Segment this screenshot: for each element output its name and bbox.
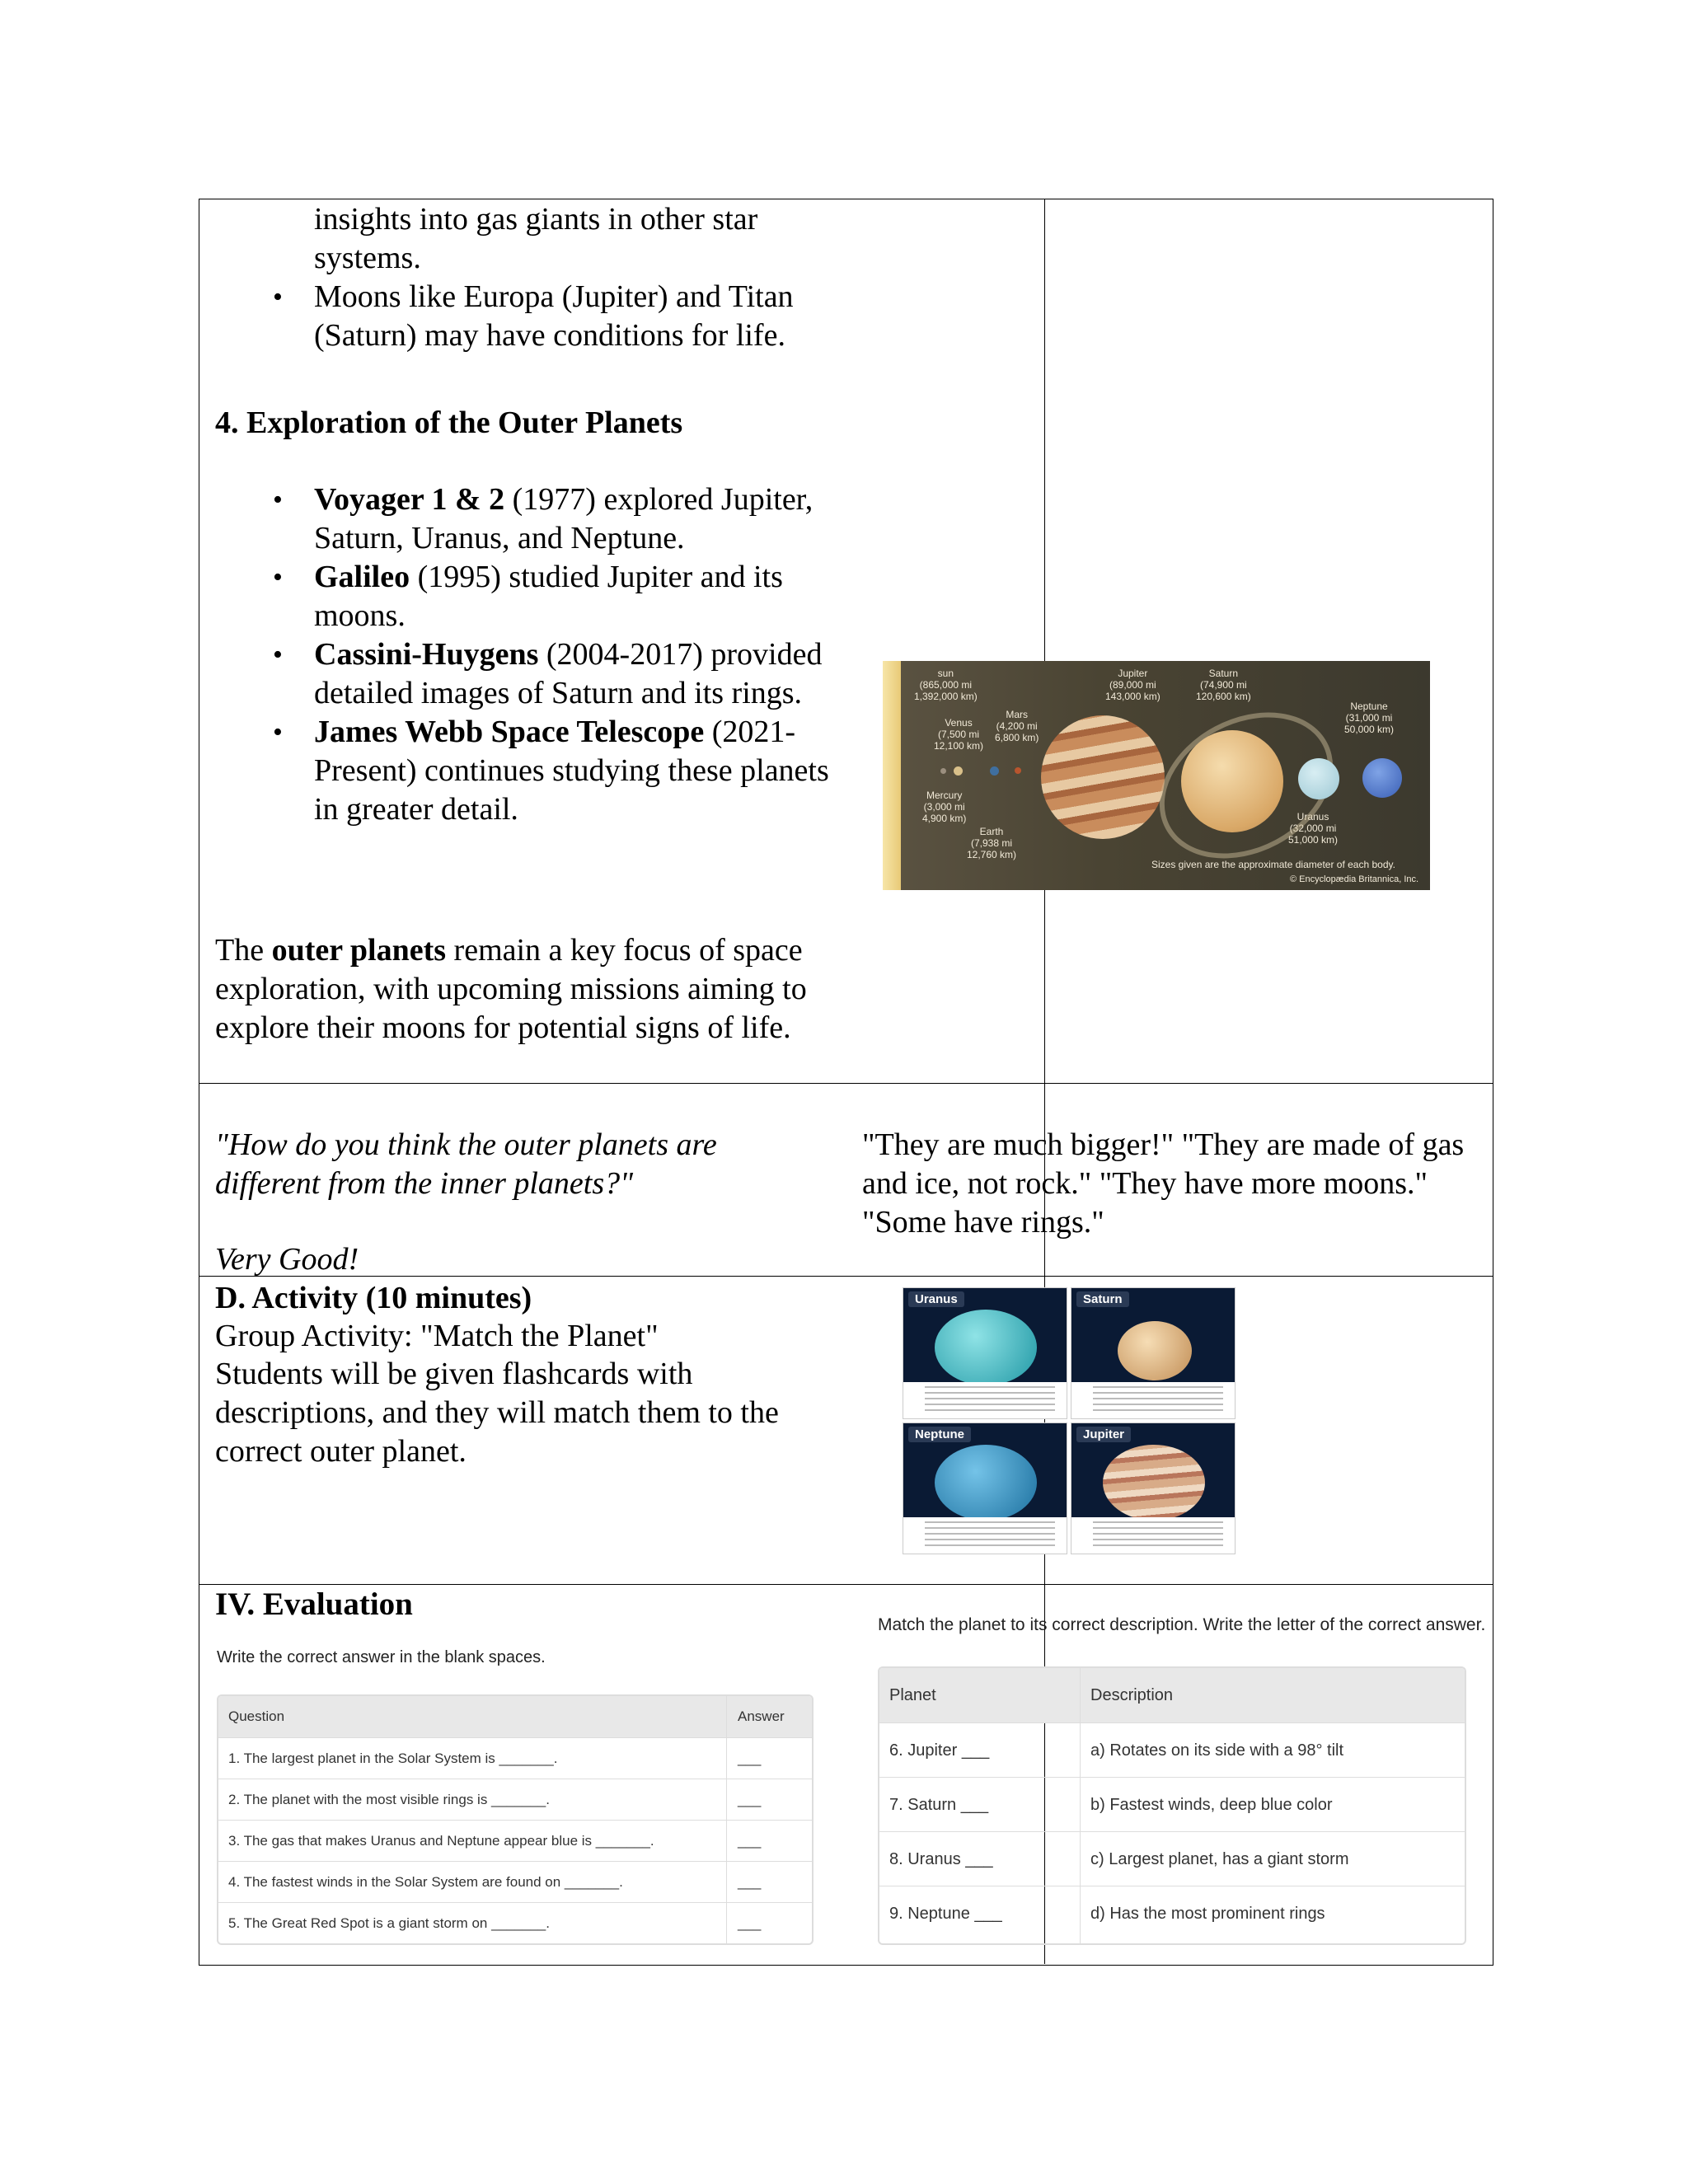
list-item: • James Webb Space Telescope (2021-Present) continues studying these planets in greater detail. (215, 713, 842, 829)
list-item: • Galileo (1995) studied Jupiter and its moons. (215, 558, 842, 635)
venus-planet (954, 766, 963, 776)
activity-body: Students will be given flashcards with descriptions, and they will match them to the correct outer planet. (215, 1357, 779, 1469)
solar-system-figure (883, 661, 1430, 890)
evaluation-heading: IV. Evaluation (215, 1586, 413, 1622)
section4-summary: The outer planets remain a key focus of space exploration, with upcoming missions aiming to explore their moons for potential signs of life. (215, 933, 807, 1045)
column-header-question: Question (228, 1708, 285, 1724)
planet-flashcards (903, 1287, 1242, 1559)
discussion-question: "How do you think the outer planets are different from the inner planets?" (215, 1127, 717, 1201)
list-item: • Voyager 1 & 2 (1977) explored Jupiter, Saturn, Uranus, and Neptune. (215, 480, 842, 558)
text-line: insights into gas giants in other star (314, 202, 758, 237)
flashcard-uranus (903, 1287, 1067, 1419)
flashcard-title: Neptune (908, 1427, 971, 1442)
label-jupiter: Jupiter (89,000 mi 143,000 km) (1105, 668, 1160, 702)
neptune-planet (1362, 758, 1402, 798)
row-divider (199, 1276, 1493, 1277)
exploration-list (215, 480, 842, 829)
label-earth: Earth (7,938 mi 12,760 km) (967, 826, 1017, 860)
label-saturn: Saturn (74,900 mi 120,600 km) (1196, 668, 1251, 702)
table-row: 4. The fastest winds in the Solar System are found on _______. ___ (218, 1861, 812, 1903)
label-mercury: Mercury (3,000 mi 4,900 km) (922, 790, 967, 824)
jupiter-orb (1103, 1445, 1205, 1521)
row-divider (199, 1083, 1493, 1084)
sun-edge (883, 661, 901, 890)
jupiter-planet (1041, 715, 1165, 839)
figure-credit: © Encyclopædia Britannica, Inc. (1290, 874, 1419, 884)
label-sun: sun (865,000 mi 1,392,000 km) (914, 668, 978, 702)
label-neptune: Neptune (31,000 mi 50,000 km) (1344, 701, 1395, 735)
flashcard-title: Saturn (1076, 1291, 1129, 1307)
column-divider (726, 1696, 727, 1943)
table-row: 1. The largest planet in the Solar System is _______. ___ (218, 1737, 812, 1779)
table-row: 8. Uranus ___ c) Largest planet, has a giant storm (879, 1831, 1465, 1886)
table-row: 7. Saturn ___ b) Fastest winds, deep blue color (879, 1777, 1465, 1832)
saturn-orb (1118, 1321, 1192, 1380)
uranus-planet (1298, 758, 1339, 799)
neptune-orb (935, 1445, 1037, 1521)
column-header-description: Description (1090, 1686, 1174, 1704)
table-row: 2. The planet with the most visible rings is _______. ___ (218, 1779, 812, 1821)
table-row: 3. The gas that makes Uranus and Neptune appear blue is _______. ___ (218, 1820, 812, 1862)
saturn-planet (1181, 730, 1283, 832)
worksheet2-instruction: Match the planet to its correct description. Write the letter of the correct answer. (878, 1615, 1486, 1634)
student-answers: "They are much bigger!" "They are made of gas and ice, not rock." "They have more moons." "Some have rings." (862, 1127, 1465, 1240)
flashcard-title: Uranus (908, 1291, 964, 1307)
column-divider (1080, 1668, 1081, 1943)
flashcard-neptune (903, 1422, 1067, 1554)
text-line: systems. (314, 241, 421, 275)
table-row: 9. Neptune ___ d) Has the most prominent rings (879, 1886, 1465, 1941)
uranus-orb (935, 1310, 1037, 1385)
table-header (218, 1696, 812, 1737)
activity-heading: D. Activity (10 minutes) (215, 1281, 532, 1315)
flashcard-facts (1071, 1382, 1235, 1418)
table-row: 6. Jupiter ___ a) Rotates on its side with a 98° tilt (879, 1722, 1465, 1778)
column-header-planet: Planet (889, 1686, 936, 1704)
discussion-praise: Very Good! (215, 1242, 359, 1277)
matching-table (878, 1666, 1466, 1945)
bullet-moons: • Moons like Europa (Jupiter) and Titan (Saturn) may have conditions for life. (215, 278, 842, 355)
mercury-planet (940, 768, 946, 774)
flashcard-jupiter (1071, 1422, 1236, 1554)
figure-caption: Sizes given are the approximate diameter of each body. (1151, 859, 1395, 870)
section4-heading: 4. Exploration of the Outer Planets (215, 405, 683, 440)
activity-title: Group Activity: "Match the Planet" (215, 1319, 659, 1353)
mars-planet (1015, 767, 1021, 774)
label-venus: Venus (7,500 mi 12,100 km) (934, 717, 984, 752)
label-mars: Mars (4,200 mi 6,800 km) (995, 709, 1039, 743)
flashcard-facts (903, 1382, 1067, 1418)
earth-planet (990, 766, 999, 776)
worksheet1-instruction: Write the correct answer in the blank spaces. (217, 1648, 546, 1666)
flashcard-saturn (1071, 1287, 1236, 1419)
flashcard-facts (903, 1517, 1067, 1554)
flashcard-title: Jupiter (1076, 1427, 1131, 1442)
section3-continuation (215, 200, 842, 355)
column-header-answer: Answer (738, 1708, 785, 1724)
fill-in-table (217, 1694, 814, 1945)
flashcard-facts (1071, 1517, 1235, 1554)
table-header (879, 1668, 1465, 1722)
table-row: 5. The Great Red Spot is a giant storm on _______. ___ (218, 1902, 812, 1944)
list-item: • Cassini-Huygens (2004-2017) provided detailed images of Saturn and its rings. (215, 635, 842, 713)
label-uranus: Uranus (32,000 mi 51,000 km) (1288, 811, 1339, 846)
